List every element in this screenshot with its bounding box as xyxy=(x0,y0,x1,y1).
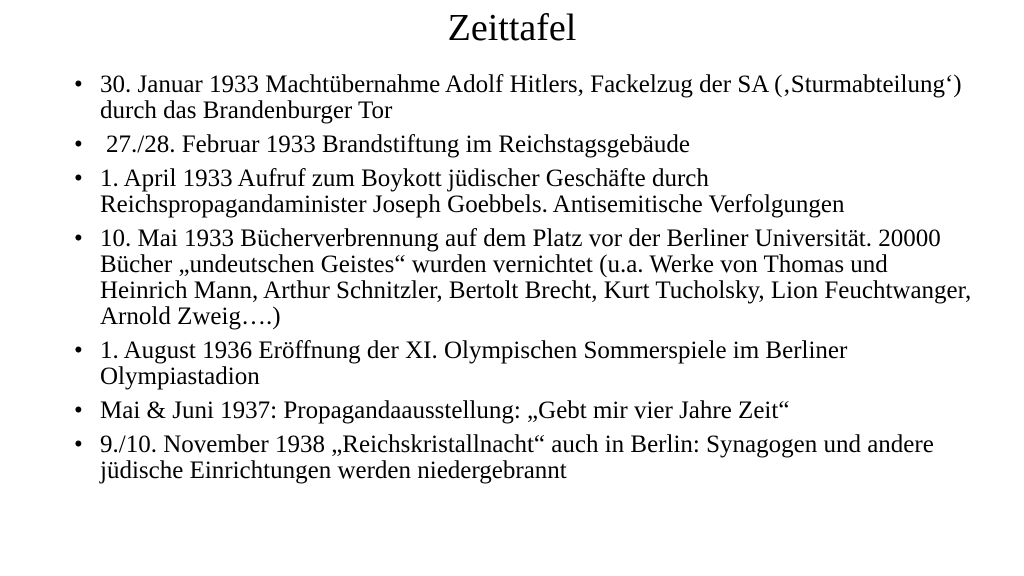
list-item-text: 30. Januar 1933 Machtübernahme Adolf Hitlers, Fackelzug der SA (‚Sturmabteilung‘) durch das Brandenburger Tor xyxy=(100,71,962,124)
bullet-icon: • xyxy=(74,397,83,424)
list-item xyxy=(74,432,974,484)
list-item-text: 27./28. Februar 1933 Brandstiftung im Reichstagsgebäude xyxy=(106,131,690,158)
list-item xyxy=(74,398,974,424)
timeline-list xyxy=(74,72,974,492)
list-item xyxy=(74,132,974,158)
list-item-text: 1. August 1936 Eröffnung der XI. Olympischen Sommerspiele im Berliner Olympiastadion xyxy=(100,337,848,390)
list-item-text: 10. Mai 1933 Bücherverbrennung auf dem Platz vor der Berliner Universität. 20000 Bücher „undeutschen Geistes“ wurden vernichtet (u.a. Werke von Thomas und Heinrich Mann, Arthur Schnitzler, Bertolt Brecht, Kurt Tucholsky, Lion Feuchtwanger, Arnold Zweig….) xyxy=(100,225,972,330)
list-item xyxy=(74,338,974,390)
list-item-text: 1. April 1933 Aufruf zum Boykott jüdischer Geschäfte durch Reichspropagandaminister Joseph Goebbels. Antisemitische Verfolgungen xyxy=(100,165,845,218)
slide-title: Zeittafel xyxy=(447,7,577,49)
bullet-icon: • xyxy=(74,431,83,458)
bullet-icon: • xyxy=(74,165,83,192)
list-item-text: 9./10. November 1938 „Reichskristallnacht“ auch in Berlin: Synagogen und andere jüdische Einrichtungen werden niedergebrannt xyxy=(100,431,934,484)
bullet-icon: • xyxy=(74,225,83,252)
bullet-icon: • xyxy=(74,71,83,98)
list-item xyxy=(74,166,974,218)
list-item xyxy=(74,226,974,330)
bullet-icon: • xyxy=(74,131,83,158)
bullet-icon: • xyxy=(74,337,83,364)
list-item xyxy=(74,72,974,124)
list-item-text: Mai & Juni 1937: Propagandaausstellung: „Gebt mir vier Jahre Zeit“ xyxy=(100,397,790,424)
